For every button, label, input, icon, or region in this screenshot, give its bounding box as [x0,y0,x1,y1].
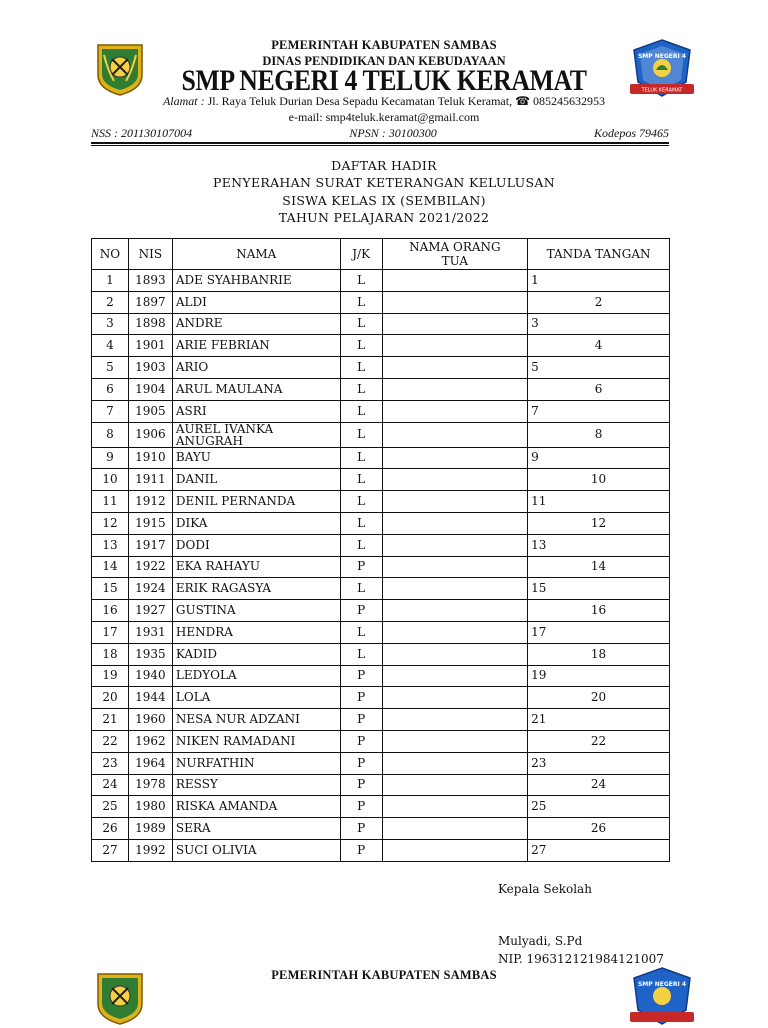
cell-no: 2 [92,291,129,313]
header-nis: NIS [128,239,172,270]
cell-jk: L [340,491,382,513]
header-signature: TANDA TANGAN [528,239,670,270]
cell-jk: L [340,512,382,534]
cell-nis: 1940 [128,665,172,687]
cell-no: 9 [92,447,129,469]
table-row [92,578,670,600]
cell-no: 6 [92,378,129,400]
cell-nama: ANDRE [172,313,340,335]
cell-nis: 1960 [128,709,172,731]
cell-nama: NURFATHIN [172,752,340,774]
cell-no: 3 [92,313,129,335]
cell-jk: L [340,447,382,469]
cell-signature: 8 [528,422,670,447]
cell-jk: P [340,774,382,796]
cell-nis: 1992 [128,839,172,861]
table-row [92,447,670,469]
cell-nis: 1905 [128,400,172,422]
cell-parent-name [382,643,528,665]
cell-no: 15 [92,578,129,600]
cell-nis: 1897 [128,291,172,313]
cell-nis: 1898 [128,313,172,335]
cell-signature: 7 [528,400,670,422]
cell-no: 4 [92,335,129,357]
cell-no: 20 [92,687,129,709]
cell-no: 14 [92,556,129,578]
header-parent-line2: TUA [441,254,469,268]
cell-jk: P [340,839,382,861]
cell-parent-name [382,469,528,491]
cell-nama: ARIE FEBRIAN [172,335,340,357]
cell-no: 13 [92,534,129,556]
cell-nis: 1903 [128,357,172,379]
cell-no: 7 [92,400,129,422]
cell-jk: P [340,730,382,752]
cell-signature: 4 [528,335,670,357]
doc-class: SISWA KELAS IX (SEMBILAN) [282,193,486,208]
header-jk: J/K [340,239,382,270]
cell-nis: 1927 [128,600,172,622]
cell-nis: 1980 [128,796,172,818]
cell-jk: L [340,270,382,292]
cell-parent-name [382,621,528,643]
cell-no: 19 [92,665,129,687]
table-row [92,665,670,687]
cell-parent-name [382,270,528,292]
cell-no: 16 [92,600,129,622]
cell-jk: P [340,752,382,774]
school-emblem-text: SMP NEGERI 4 [637,53,687,60]
school-emblem-banner: TELUK KERAMAT [641,87,683,94]
letterhead-government: PEMERINTAH KABUPATEN SAMBAS [271,38,497,52]
cell-signature: 18 [528,643,670,665]
kodepos: Kodepos 79465 [593,126,669,140]
cell-signature: 1 [528,270,670,292]
cell-signature: 6 [528,378,670,400]
cell-nis: 1924 [128,578,172,600]
cell-parent-name [382,378,528,400]
phone-icon: ☎ [515,94,531,108]
cell-parent-name [382,512,528,534]
cell-signature: 11 [528,491,670,513]
cell-nis: 1922 [128,556,172,578]
cell-signature: 17 [528,621,670,643]
cell-parent-name [382,578,528,600]
table-row [92,621,670,643]
cell-nama: ARUL MAULANA [172,378,340,400]
cell-nama: SERA [172,818,340,840]
table-row [92,335,670,357]
cell-nis: 1962 [128,730,172,752]
cell-nama: KADID [172,643,340,665]
cell-nama: DANIL [172,469,340,491]
cell-signature: 15 [528,578,670,600]
table-row [92,839,670,861]
cell-signature: 22 [528,730,670,752]
cell-parent-name [382,600,528,622]
cell-parent-name [382,422,528,447]
doc-title: DAFTAR HADIR [331,158,437,173]
cell-jk: L [340,400,382,422]
cell-nama: RESSY [172,774,340,796]
letterhead-address [0,94,768,109]
cell-nama: DIKA [172,512,340,534]
cell-signature: 14 [528,556,670,578]
table-row [92,357,670,379]
cell-no: 25 [92,796,129,818]
cell-nama: GUSTINA [172,600,340,622]
cell-no: 10 [92,469,129,491]
cell-nama: EKA RAHAYU [172,556,340,578]
cell-parent-name [382,818,528,840]
table-row [92,291,670,313]
cell-no: 1 [92,270,129,292]
cell-parent-name [382,400,528,422]
cell-jk: L [340,578,382,600]
letterhead-ids [91,126,669,141]
cell-jk: L [340,469,382,491]
cell-parent-name [382,534,528,556]
cell-jk: L [340,621,382,643]
cell-nama: ADE SYAHBANRIE [172,270,340,292]
cell-nis: 1901 [128,335,172,357]
cell-jk: L [340,335,382,357]
cell-signature: 19 [528,665,670,687]
next-page-government: PEMERINTAH KABUPATEN SAMBAS [271,968,497,982]
cell-signature: 21 [528,709,670,731]
cell-parent-name [382,447,528,469]
cell-parent-name [382,774,528,796]
cell-nama: AUREL IVANKA ANUGRAH [172,422,340,447]
cell-nis: 1964 [128,752,172,774]
cell-nis: 1989 [128,818,172,840]
cell-no: 18 [92,643,129,665]
cell-jk: L [340,291,382,313]
cell-signature: 20 [528,687,670,709]
cell-signature: 3 [528,313,670,335]
cell-signature: 13 [528,534,670,556]
cell-parent-name [382,291,528,313]
table-row [92,818,670,840]
table-row [92,643,670,665]
cell-no: 27 [92,839,129,861]
table-row [92,600,670,622]
cell-jk: P [340,600,382,622]
cell-jk: P [340,687,382,709]
cell-jk: P [340,796,382,818]
cell-nis: 1911 [128,469,172,491]
cell-nama: LEDYOLA [172,665,340,687]
cell-parent-name [382,357,528,379]
cell-jk: P [340,709,382,731]
address-label: Alamat : [162,94,205,108]
doc-subtitle: PENYERAHAN SURAT KETERANGAN KELULUSAN [213,175,555,190]
cell-nama: BAYU [172,447,340,469]
cell-jk: L [340,534,382,556]
cell-no: 22 [92,730,129,752]
cell-jk: L [340,378,382,400]
table-row [92,270,670,292]
table-row [92,774,670,796]
signature-nip: NIP. 196312121984121007 [498,952,664,966]
school-emblem-text: SMP NEGERI 4 [637,981,687,988]
doc-year: TAHUN PELAJARAN 2021/2022 [278,210,490,225]
table-row [92,534,670,556]
cell-parent-name [382,687,528,709]
table-row [92,796,670,818]
cell-no: 21 [92,709,129,731]
cell-signature: 24 [528,774,670,796]
cell-nis: 1893 [128,270,172,292]
cell-signature: 25 [528,796,670,818]
table-row [92,400,670,422]
cell-no: 24 [92,774,129,796]
letterhead-rule-thick [91,142,669,144]
cell-nis: 1931 [128,621,172,643]
cell-signature: 10 [528,469,670,491]
cell-nis: 1935 [128,643,172,665]
cell-no: 8 [92,422,129,447]
cell-nama: NESA NUR ADZANI [172,709,340,731]
signature-name: Mulyadi, S.Pd [498,934,583,948]
nss: NSS : 201130107004 [91,126,193,140]
cell-nama: ASRI [172,400,340,422]
address-text: Jl. Raya Teluk Durian Desa Sepadu Kecamatan Teluk Keramat, [207,94,513,108]
letterhead-department: DINAS PENDIDIKAN DAN KEBUDAYAAN [262,54,506,68]
cell-jk: P [340,665,382,687]
cell-nama: LOLA [172,687,340,709]
table-row [92,512,670,534]
cell-jk: L [340,357,382,379]
cell-nama: DODI [172,534,340,556]
cell-nis: 1912 [128,491,172,513]
table-row [92,378,670,400]
cell-no: 26 [92,818,129,840]
cell-no: 17 [92,621,129,643]
letterhead-rule-thin [91,145,669,146]
cell-nis: 1904 [128,378,172,400]
cell-no: 12 [92,512,129,534]
letterhead-school-name: SMP NEGERI 4 TELUK KERAMAT [181,64,587,97]
cell-nis: 1915 [128,512,172,534]
cell-signature: 5 [528,357,670,379]
cell-parent-name [382,313,528,335]
cell-parent-name [382,665,528,687]
cell-jk: P [340,556,382,578]
cell-nama: NIKEN RAMADANI [172,730,340,752]
table-row [92,730,670,752]
cell-parent-name [382,335,528,357]
cell-parent-name [382,556,528,578]
cell-nama: ERIK RAGASYA [172,578,340,600]
cell-parent-name [382,839,528,861]
signature-role: Kepala Sekolah [498,882,592,896]
cell-jk: P [340,818,382,840]
table-row [92,556,670,578]
cell-nama: ALDI [172,291,340,313]
cell-nis: 1906 [128,422,172,447]
phone-number: 085245632953 [533,94,606,108]
npsn: NPSN : 30100300 [349,126,437,140]
header-parent-line1: NAMA ORANG [409,240,501,254]
letterhead-email: e-mail: smp4teluk.keramat@gmail.com [288,110,480,124]
cell-jk: L [340,422,382,447]
table-row [92,687,670,709]
table-row [92,422,670,447]
cell-nama: HENDRA [172,621,340,643]
cell-nis: 1917 [128,534,172,556]
cell-no: 23 [92,752,129,774]
cell-signature: 2 [528,291,670,313]
cell-jk: L [340,643,382,665]
cell-parent-name [382,491,528,513]
cell-nama: SUCI OLIVIA [172,839,340,861]
cell-nama: ARIO [172,357,340,379]
cell-nis: 1910 [128,447,172,469]
table-row [92,469,670,491]
cell-no: 5 [92,357,129,379]
cell-nama: RISKA AMANDA [172,796,340,818]
header-parent-name [382,239,528,270]
cell-jk: L [340,313,382,335]
table-row [92,709,670,731]
attendance-table [91,238,670,862]
cell-signature: 23 [528,752,670,774]
cell-nis: 1944 [128,687,172,709]
cell-no: 11 [92,491,129,513]
cell-nis: 1978 [128,774,172,796]
cell-parent-name [382,796,528,818]
table-header-row [92,239,670,270]
header-no: NO [92,239,129,270]
table-row [92,752,670,774]
cell-signature: 26 [528,818,670,840]
table-row [92,313,670,335]
cell-parent-name [382,709,528,731]
cell-parent-name [382,752,528,774]
cell-nama: DENIL PERNANDA [172,491,340,513]
header-nama: NAMA [172,239,340,270]
table-row [92,491,670,513]
cell-parent-name [382,730,528,752]
cell-signature: 27 [528,839,670,861]
cell-signature: 12 [528,512,670,534]
cell-signature: 9 [528,447,670,469]
cell-signature: 16 [528,600,670,622]
